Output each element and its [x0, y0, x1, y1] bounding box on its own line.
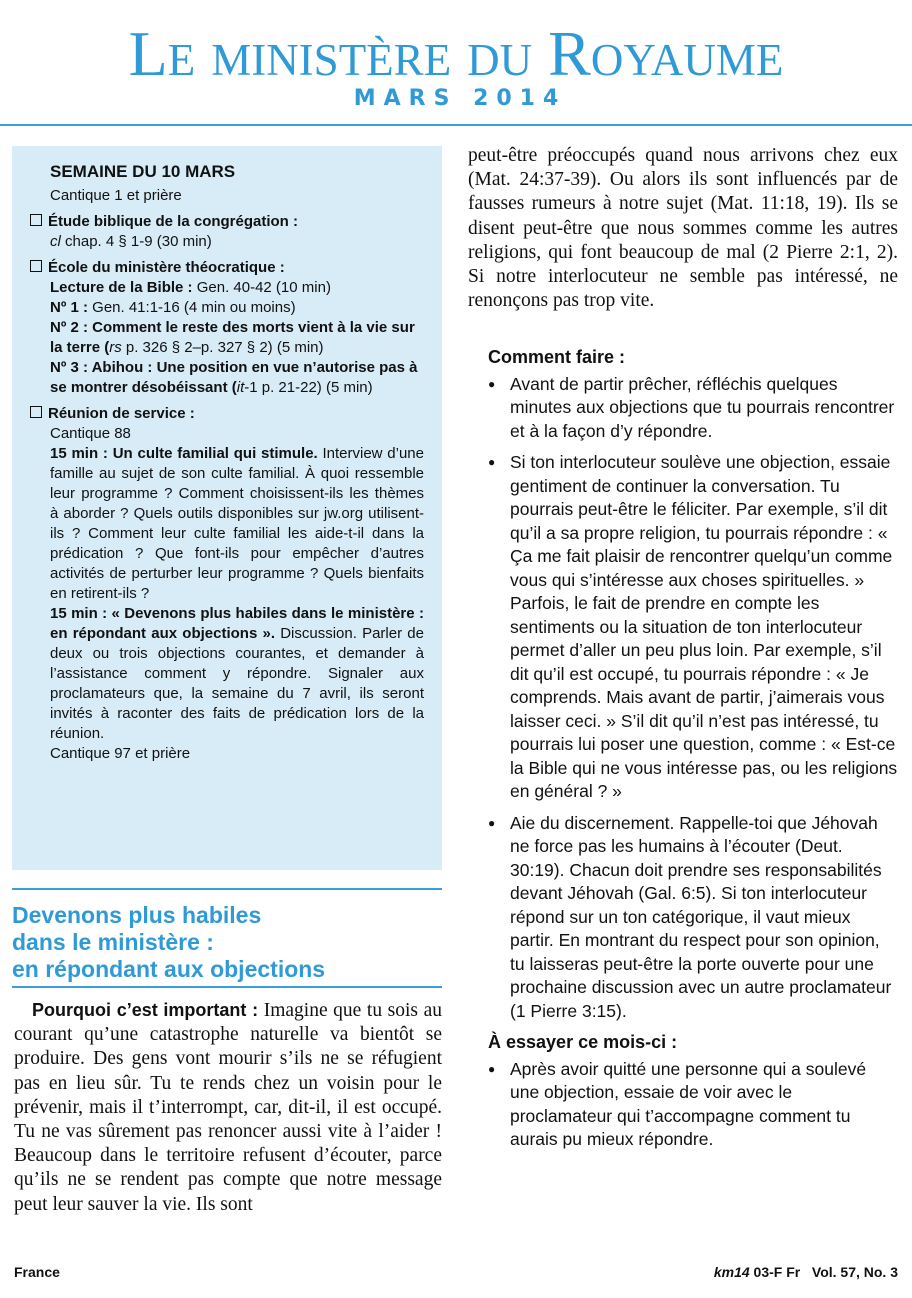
weekly-schedule-box: [12, 146, 442, 870]
checkbox-icon: [30, 214, 42, 226]
masthead: [0, 0, 912, 120]
article-title-line: Devenons plus habiles: [12, 902, 262, 928]
assignment-3: Nº 3 : Abihou : Une position en vue n’autorise pas à se montrer désobéissant (it-1 p. 21-22) (5 min): [50, 359, 418, 396]
bible-study-ref: cl chap. 4 § 1-9 (30 min): [50, 233, 212, 250]
article-title-line: dans le ministère :: [12, 929, 214, 955]
article-title-line: en répondant aux objections: [12, 956, 326, 982]
assignment-1: Nº 1 : Gen. 41:1-16 (4 min ou moins): [50, 299, 296, 316]
checkbox-icon: [30, 260, 42, 272]
closing-song: Cantique 97 et prière: [50, 745, 191, 762]
try-this-month-heading: À essayer ce mois-ci :: [488, 1032, 678, 1052]
school-heading: École du ministère théocratique :: [30, 258, 424, 278]
service-meeting-heading: Réunion de service :: [30, 404, 424, 424]
week-heading: SEMAINE DU 10 MARS: [50, 162, 236, 181]
service-part-2: 15 min : « Devenons plus habiles dans le ministère : en répondant aux objections ». Discussion. Parler de deux ou trois objections courantes, et demander à l’assistance comment y répondre. Signaler aux proclamateurs que, la semaine du 7 avril, ils seront invités à raconter des faits de prédication lors de la réunion.: [50, 605, 424, 742]
opening-song: Cantique 1 et prière: [50, 187, 182, 204]
how-to-heading: Comment faire :: [488, 347, 626, 367]
service-song: Cantique 88: [50, 425, 131, 442]
service-part-1: 15 min : Un culte familial qui stimule. Interview d’une famille au sujet de son culte familial. À quoi ressemble leur programme ? Comment choisissent-ils les thèmes à aborder ? Quels outils disponibles sur jw.org utilisent-ils ? Comment leur culte familial les aide-t-il dans la prédication ? Que font-ils pour empêcher d’autres activités de perturber leur programme ? Quels bienfaits en retirent-ils ?: [50, 445, 424, 602]
try-bullet: ● Après avoir quitté une personne qui a soulevé une objection, essaie de voir avec le proclamateur qui t’accompagne comment tu aurais pu mieux répondre.: [488, 1058, 898, 1152]
bible-study-heading: Étude biblique de la congrégation :: [30, 212, 424, 232]
issue-date: MARS 2014: [353, 86, 567, 111]
article-title-rule: [12, 986, 442, 988]
page-footer: [14, 1264, 898, 1284]
footer-edition: km14 03-F Fr Vol. 57, No. 3: [713, 1264, 898, 1280]
bible-reading: Lecture de la Bible : Gen. 40-42 (10 min): [50, 279, 331, 296]
how-to-section: [488, 346, 898, 1160]
continued-paragraph: peut-être préoccupés quand nous arrivons chez eux (Mat. 24:37-39). Ou alors ils sont influencés par de fausses rumeurs à notre sujet (Mat. 11:18, 19). Ils se disent peut-être que nous sommes comme les autres religions, qui font beaucoup de mal (2 Pierre 2:1, 2). Si notre interlocuteur ne semble pas intéressé, ne renonçons pas trop vite.: [468, 145, 898, 312]
how-to-bullet: ● Aie du discernement. Rappelle-toi que Jéhovah ne force pas les humains à l’écouter (Deut. 30:19). Chacun doit prendre ses responsabilités devant Jéhovah (Gal. 6:5). Si ton interlocuteur répond sur un ton catégorique, il vaut mieux partir. En montrant du respect pour son opinion, tu laisseras peut-être la porte ouverte pour une prochaine discussion avec un autre proclamateur (1 Pierre 3:15).: [488, 812, 898, 1024]
how-to-bullet: ● Avant de partir prêcher, réfléchis quelques minutes aux objections que tu pourrais rencontrer et à la façon d’y répondre.: [488, 373, 898, 444]
masthead-rule: [0, 124, 912, 126]
article-title: [12, 902, 442, 983]
how-to-bullet: ● Si ton interlocuteur soulève une objection, essaie gentiment de continuer la conversation. Tu pourrais peut-être le féliciter. Par exemple, s’il dit qu’il a sa propre religion, tu pourrais répondre : « Ça me fait plaisir de rencontrer quelqu’un comme vous qui s’intéresse aux choses spirituelles. » Parfois, le fait de prendre en compte les sentiments ou la situation de ton interlocuteur permet d’aller un peu plus loin. Par exemple, s’il dit qu’il est occupé, tu pourrais répondre : « Je comprends. Mais avant de partir, j’aimerais vous laisser ceci. » S’il dit qu’il n’est pas intéressé, tu pourrais lui poser une question, comme : « Est-ce la Bible qui ne vous intéresse pas, ou les religions en général ? »: [488, 451, 898, 804]
assignment-2: Nº 2 : Comment le reste des morts vient à la vie sur la terre (rs p. 326 § 2–p. 327 § 2) (5 min): [50, 319, 415, 356]
why-important-paragraph: Pourquoi c’est important : Imagine que tu sois au courant qu’une catastrophe naturelle va bientôt se produire. Des gens vont mourir s’ils ne se réfugient pas en lieu sûr. Tu te rends chez un voisin pour le prévenir, mais il t’interrompt, car, dit-il, il est occupé. Tu ne vas sûrement pas renoncer aussi vite à l’aider ! Beaucoup dans le territoire refusent d’écouter, parce qu’ils ne se rendent pas compte que notre message peut leur sauver la vie. Ils sont: [14, 1000, 442, 1215]
article-rule: [12, 888, 442, 890]
footer-country: France: [14, 1264, 60, 1280]
publication-title: Le ministère du Royaume: [128, 18, 784, 89]
checkbox-icon: [30, 406, 42, 418]
